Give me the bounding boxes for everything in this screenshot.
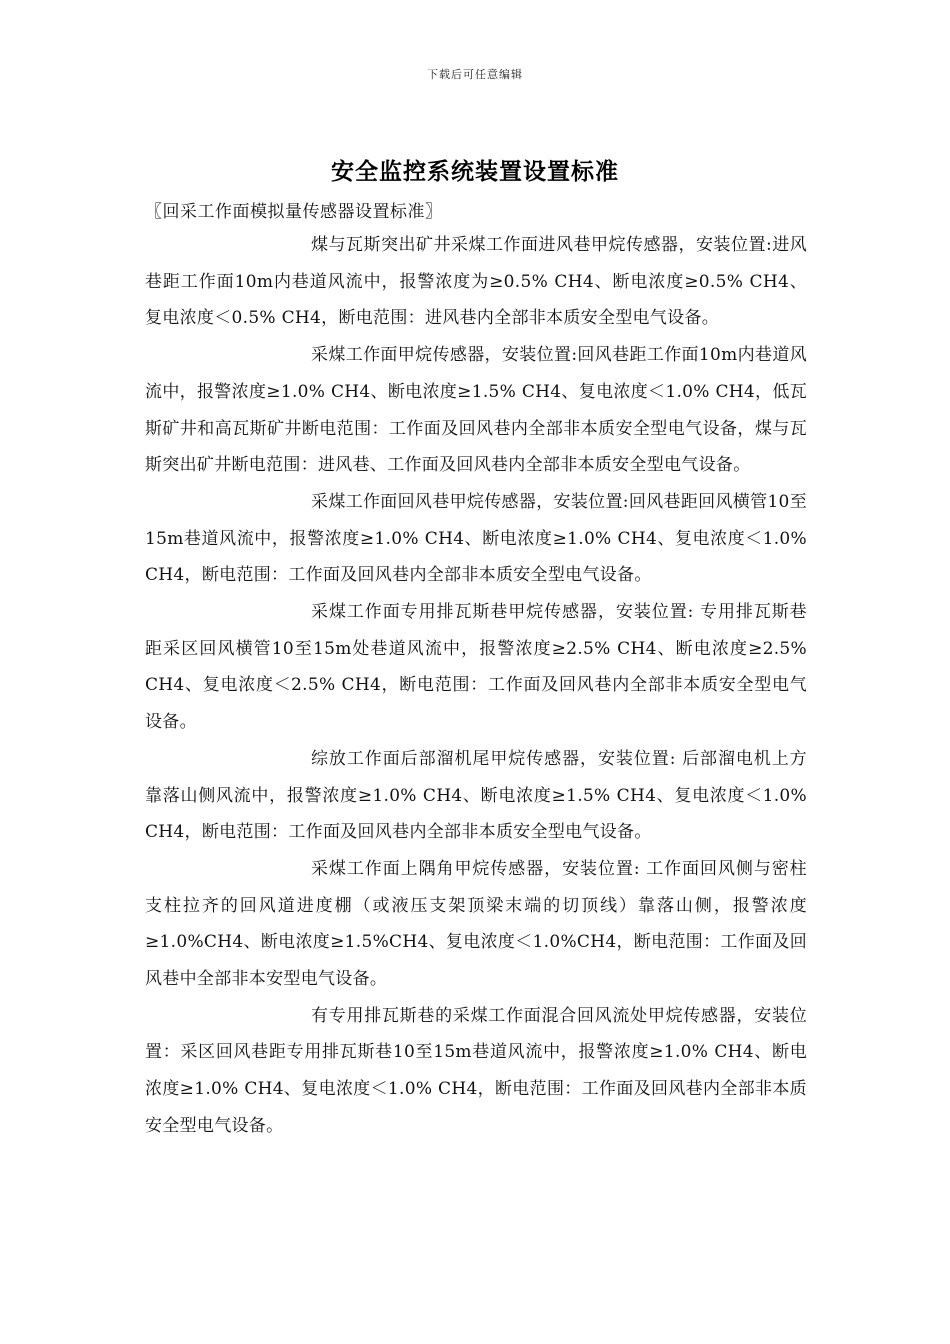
paragraph-return-airway-methane-sensor: 采煤工作面回风巷甲烷传感器，安装位置:回风巷距回风横管10至15m巷道风流中，报警浓度≥1.0% CH4、断电浓度≥1.0% CH4、复电浓度＜1.0% CH4，断电范围：工作面及回风巷内全部非本质安全型电气设备。 <box>145 491 807 586</box>
paragraph-working-face-methane-sensor: 采煤工作面甲烷传感器，安装位置:回风巷距工作面10m内巷道风流中，报警浓度≥1.0% CH4、断电浓度≥1.5% CH4、复电浓度＜1.0% CH4，低瓦斯矿井和高瓦斯矿井断电范围：工作面及回风巷内全部非本质安全型电气设备，煤与瓦斯突出矿井断电范围：进风巷、工作面及回风巷内全部非本质安全型电气设备。 <box>145 345 807 476</box>
paragraph-mixed-return-air-methane-sensor: 有专用排瓦斯巷的采煤工作面混合回风流处甲烷传感器，安装位置：采区回风巷距专用排瓦斯巷10至15m巷道风流中，报警浓度≥1.0% CH4、断电浓度≥1.0% CH4、复电浓度＜1.0% CH4，断电范围：工作面及回风巷内全部非本质安全型电气设备。 <box>145 1005 807 1136</box>
paragraph-gas-drainage-roadway-methane-sensor: 采煤工作面专用排瓦斯巷甲烷传感器，安装位置: 专用排瓦斯巷距采区回风横管10至15m处巷道风流中，报警浓度≥2.5% CH4、断电浓度≥2.5% CH4、复电浓度＜2.5% CH4，断电范围：工作面及回风巷内全部非本质安全型电气设备。 <box>145 602 807 733</box>
paragraph-rear-conveyor-tail-methane-sensor: 综放工作面后部溜机尾甲烷传感器，安装位置: 后部溜电机上方靠落山侧风流中，报警浓度≥1.0% CH4、断电浓度≥1.5% CH4、复电浓度＜1.0% CH4，断电范围：工作面及回风巷内全部非本质安全型电气设备。 <box>145 748 807 843</box>
section-heading: 〖回采工作面模拟量传感器设置标准〗 <box>145 202 443 222</box>
document-body <box>145 197 807 1145</box>
document-title: 安全监控系统装置设置标准 <box>331 158 619 185</box>
paragraph-intake-airway-methane-sensor: 煤与瓦斯突出矿井采煤工作面进风巷甲烷传感器，安装位置:进风巷距工作面10m内巷道风流中，报警浓度为≥0.5% CH4、断电浓度≥0.5% CH4、复电浓度＜0.5% CH4，断电范围：进风巷内全部非本质安全型电气设备。 <box>145 235 807 329</box>
paragraph-upper-corner-methane-sensor: 采煤工作面上隅角甲烷传感器，安装位置: 工作面回风侧与密柱支柱拉齐的回风道进度棚（或液压支架顶梁末端的切顶线）靠落山侧，报警浓度≥1.0%CH4、断电浓度≥1.5%CH4、复电浓度＜1.0%CH4，断电范围：工作面及回风巷中全部非本安型电气设备。 <box>145 858 807 990</box>
page-header-note: 下载后可任意编辑 <box>427 68 523 81</box>
